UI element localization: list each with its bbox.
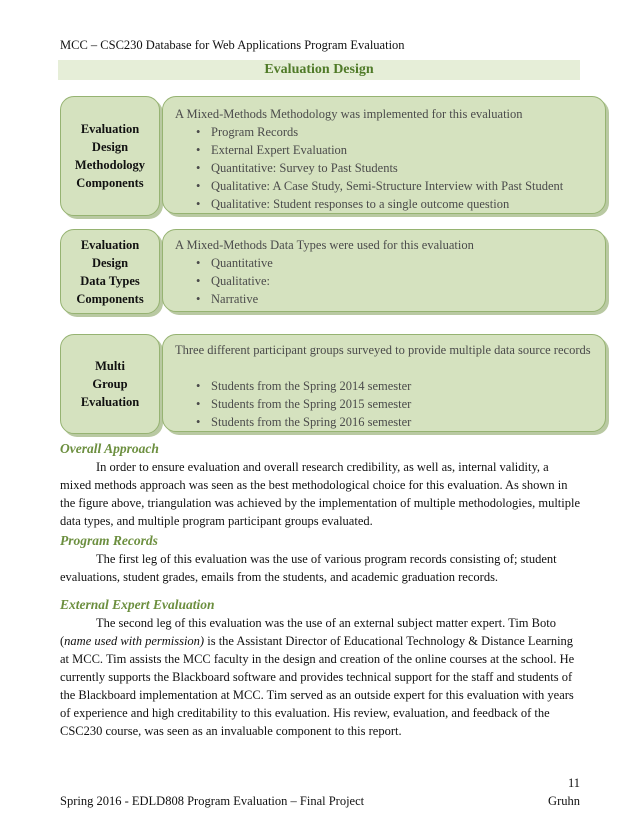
label-line: Evaluation: [80, 395, 140, 409]
multi-group-title: Three different participant groups surveyed to provide multiple data source records: [175, 343, 591, 357]
bullet-icon: •: [196, 274, 201, 288]
bullet-icon: •: [196, 256, 201, 270]
list-item: • Narrative: [196, 292, 259, 306]
data-types-content-box: [162, 229, 606, 312]
overall-approach-section: [60, 440, 580, 530]
label-line: Evaluation: [80, 122, 140, 136]
label-line: Design: [91, 255, 129, 270]
methodology-content-box: [162, 96, 606, 214]
bullet-icon: •: [196, 197, 201, 211]
label-line: Evaluation: [80, 237, 140, 252]
bullet-icon: •: [196, 397, 201, 411]
label-line: Methodology: [74, 158, 146, 172]
list-item: • Qualitative: A Case Study, Semi-Structure Interview with Past Student: [196, 179, 564, 193]
section-heading: External Expert Evaluation: [60, 597, 215, 612]
list-item: • Qualitative:: [196, 274, 271, 288]
permission-note: name used with permission): [64, 634, 205, 648]
page-number: 11: [567, 776, 580, 790]
methodology-list: [175, 123, 605, 213]
data-types-label-box: [60, 229, 160, 314]
program-records-section: [60, 532, 580, 586]
data-types-list: [175, 254, 605, 308]
section-banner: Evaluation Design: [58, 60, 580, 80]
label-line: Multi: [95, 359, 125, 373]
list-item: • Students from the Spring 2014 semester: [196, 379, 412, 393]
methodology-label-box: [60, 96, 160, 216]
bullet-icon: •: [196, 125, 201, 139]
multi-group-content-box: [162, 334, 606, 432]
page-header: MCC – CSC230 Database for Web Applications Program Evaluation: [60, 38, 405, 52]
list-item: • Students from the Spring 2015 semester: [196, 397, 412, 411]
section-heading: Program Records: [60, 533, 158, 548]
footer-right: Gruhn: [548, 794, 580, 808]
external-expert-section: [60, 596, 580, 740]
section-body: The second leg of this evaluation was the use of an external subject matter expert. Tim Boto (name used with permission) is the Assistant Director of Educational Technology & Distance Learning at MCC. Tim assists the MCC faculty in the design and creation of the online courses at the school. He currently supports the Blackboard software and provides technical support for the staff and students of the Blackboard implementation at MCC. Tim served as an outside expert for this evaluation with years of experience and high creditability to this evaluation. His review, evaluation, and feedback of the CSC230 course, was seen as an invaluable component to this report.: [60, 616, 575, 738]
bullet-icon: •: [196, 143, 201, 157]
list-item: • Quantitative: Survey to Past Students: [196, 161, 398, 175]
label-line: Design: [91, 140, 129, 154]
section-body: The first leg of this evaluation was the use of various program records consisting of; student evaluations, student grades, emails from the students, and academic graduation records.: [60, 552, 557, 584]
section-heading: Overall Approach: [60, 441, 159, 456]
bullet-icon: •: [196, 379, 201, 393]
list-item: • Students from the Spring 2016 semester: [196, 415, 412, 429]
label-line: Group: [92, 377, 128, 391]
list-item: • Qualitative: Student responses to a single outcome question: [196, 197, 510, 211]
bullet-icon: •: [196, 179, 201, 193]
bullet-icon: •: [196, 161, 201, 175]
label-line: Data Types: [80, 273, 140, 288]
methodology-title: A Mixed-Methods Methodology was implemented for this evaluation: [175, 107, 523, 121]
label-line: Components: [76, 291, 144, 306]
bullet-icon: •: [196, 415, 201, 429]
section-body: In order to ensure evaluation and overall research credibility, as well as, internal validity, a mixed methods approach was seen as the best methodological choice for this evaluation. As shown in the figure above, triangulation was achieved by the implementation of multiple methodologies, multiple data types, and multiple program participant groups evaluated.: [60, 460, 581, 528]
list-item: • Program Records: [196, 125, 299, 139]
multi-group-label-box: [60, 334, 160, 434]
multi-group-list: [175, 377, 605, 431]
list-item: • External Expert Evaluation: [196, 143, 348, 157]
list-item: • Quantitative: [196, 256, 273, 270]
label-line: Components: [76, 176, 144, 190]
footer-left: Spring 2016 - EDLD808 Program Evaluation – Final Project: [60, 794, 365, 808]
data-types-title: A Mixed-Methods Data Types were used for this evaluation: [175, 238, 474, 252]
bullet-icon: •: [196, 292, 201, 306]
